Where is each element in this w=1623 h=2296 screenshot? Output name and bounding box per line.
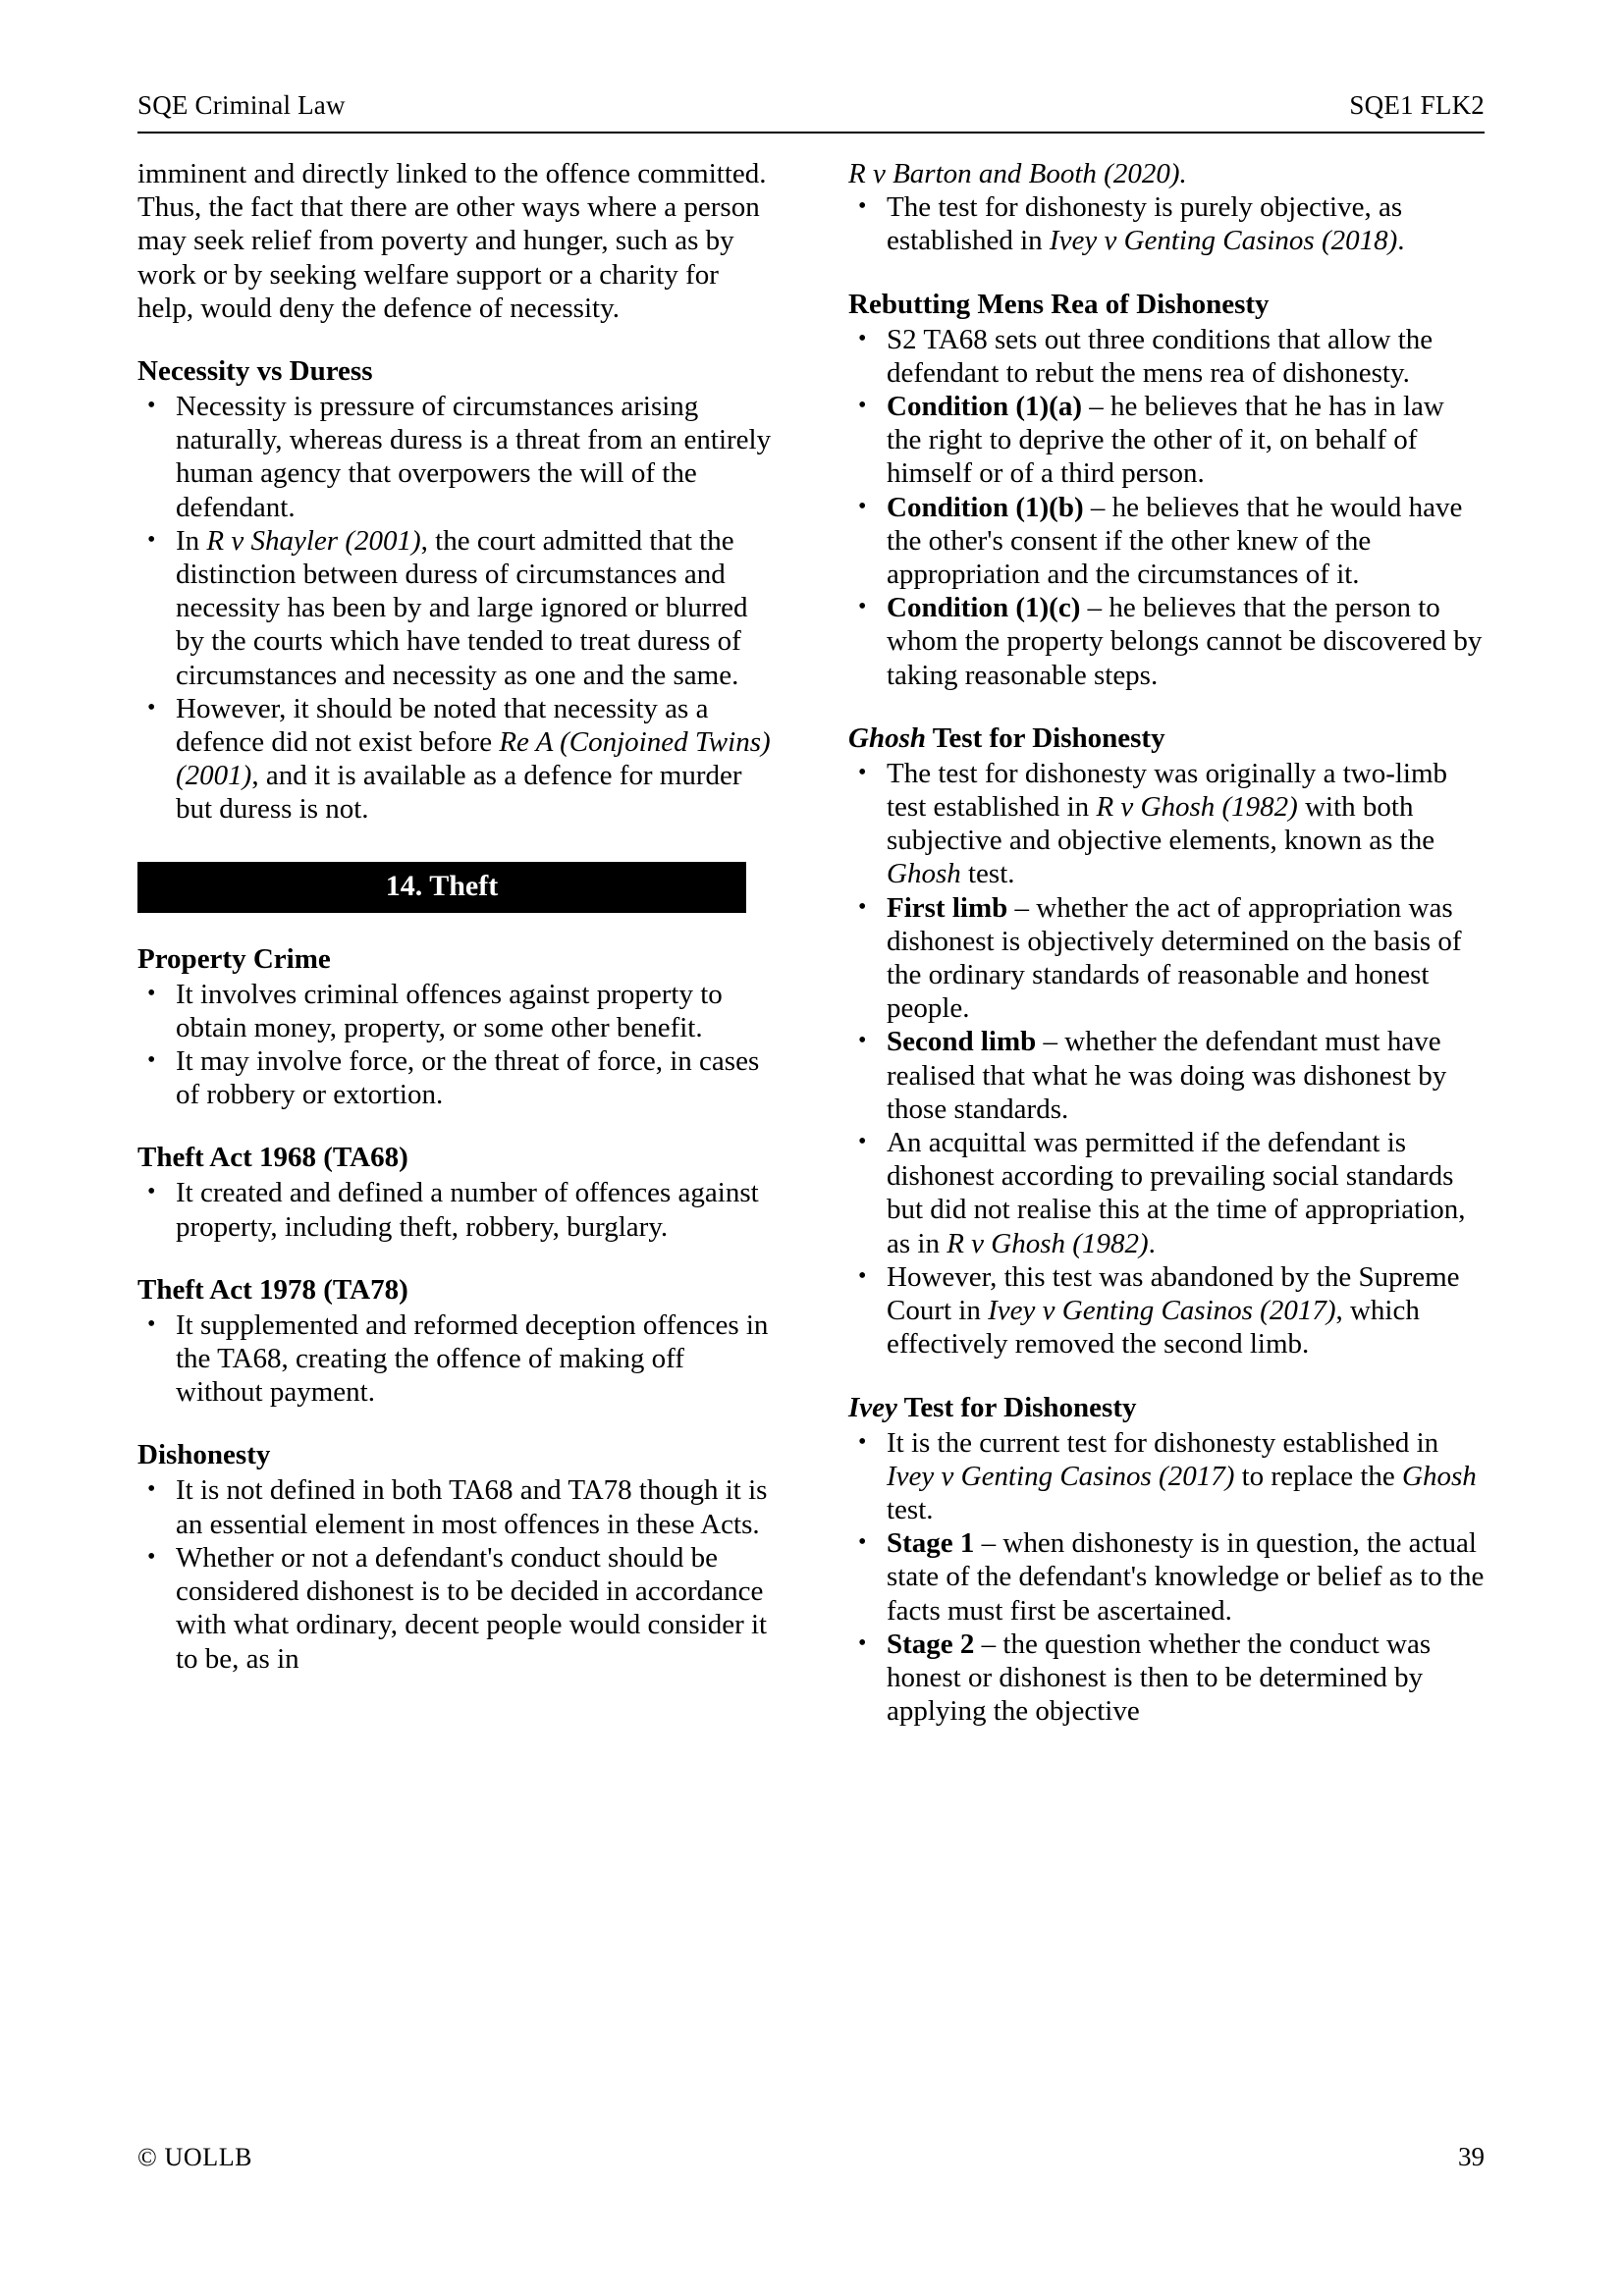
- list-item: • Second limb – whether the defendant must have realised that what he was doing was dishonest by those standards.: [848, 1025, 1485, 1126]
- heading-theft-act-1978: Theft Act 1978 (TA78): [137, 1273, 408, 1306]
- list-theft-act-1968: [137, 1176, 774, 1243]
- heading-ghosh-test: Ghosh Test for Dishonesty: [848, 721, 1165, 754]
- list-continued: [848, 190, 1485, 257]
- heading-dishonesty: Dishonesty: [137, 1439, 271, 1471]
- header-right-title: SQE1 FLK2: [1349, 90, 1485, 120]
- list-item: • An acquittal was permitted if the defendant is dishonest according to prevailing social standards but did not realise this at the time of appropriation, as in R v Ghosh (1982).: [848, 1126, 1485, 1260]
- list-property-crime: [137, 978, 774, 1112]
- list-ghosh-test: [848, 757, 1485, 1362]
- list-item: • The test for dishonesty was originally a two-limb test established in R v Ghosh (1982) with both subjective and objective elements, known as the Ghosh test.: [848, 757, 1485, 891]
- list-item: • Necessity is pressure of circumstances arising naturally, whereas duress is a threat from an entirely human agency that overpowers the will of the defendant.: [137, 390, 774, 524]
- page-number: 39: [1458, 2142, 1485, 2171]
- page-header: [137, 90, 1485, 121]
- list-item: • Condition (1)(b) – he believes that he would have the other's consent if the other knew of the appropriation and the circumstances of it.: [848, 491, 1485, 592]
- list-item: • It created and defined a number of offences against property, including theft, robbery, burglary.: [137, 1176, 774, 1243]
- two-column-body: [137, 157, 1485, 1728]
- heading-rebutting-mens-rea: Rebutting Mens Rea of Dishonesty: [848, 288, 1270, 320]
- list-item: • It is not defined in both TA68 and TA78 though it is an essential element in most offences in these Acts.: [137, 1473, 774, 1540]
- list-item: • In R v Shayler (2001), the court admitted that the distinction between duress of circumstances and necessity has been by and large ignored or blurred by the courts which have tended to treat duress of circumstances and necessity as one and the same.: [137, 524, 774, 692]
- list-theft-act-1978: [137, 1308, 774, 1410]
- list-item: • First limb – whether the act of appropriation was dishonest is objectively determined on the basis of the ordinary standards of reasonable and honest people.: [848, 891, 1485, 1026]
- continued-case-citation: R v Barton and Booth (2020).: [848, 158, 1187, 189]
- page-footer: [137, 2142, 1485, 2172]
- list-necessity-vs-duress: [137, 390, 774, 827]
- list-item: • Stage 1 – when dishonesty is in question, the actual state of the defendant's knowledge or belief as to the facts must first be ascertained.: [848, 1526, 1485, 1628]
- list-dishonesty: [137, 1473, 774, 1675]
- list-item: • Whether or not a defendant's conduct should be considered dishonest is to be decided in accordance with what ordinary, decent people would consider it to be, as in: [137, 1541, 774, 1676]
- list-item: • S2 TA68 sets out three conditions that allow the defendant to rebut the mens rea of dishonesty.: [848, 323, 1485, 390]
- list-item: • However, this test was abandoned by the Supreme Court in Ivey v Genting Casinos (2017), which effectively removed the second limb.: [848, 1260, 1485, 1362]
- list-item: • However, it should be noted that necessity as a defence did not exist before Re A (Conjoined Twins) (2001), and it is available as a defence for murder but duress is not.: [137, 692, 774, 827]
- header-divider: [137, 132, 1485, 133]
- list-ivey-test: [848, 1426, 1485, 1729]
- list-item: • It involves criminal offences against property to obtain money, property, or some other benefit.: [137, 978, 774, 1044]
- heading-ivey-test: Ivey Test for Dishonesty: [848, 1391, 1137, 1423]
- list-item: • Condition (1)(a) – he believes that he has in law the right to deprive the other of it, on behalf of himself or of a third person.: [848, 390, 1485, 491]
- list-item: • The test for dishonesty is purely objective, as established in Ivey v Genting Casinos (2018).: [848, 190, 1485, 257]
- list-rebutting-mens-rea: [848, 323, 1485, 692]
- heading-theft-act-1968: Theft Act 1968 (TA68): [137, 1142, 408, 1174]
- list-item: • It may involve force, or the threat of force, in cases of robbery or extortion.: [137, 1044, 774, 1111]
- list-item: • Condition (1)(c) – he believes that the person to whom the property belongs cannot be discovered by taking reasonable steps.: [848, 591, 1485, 692]
- heading-necessity-vs-duress: Necessity vs Duress: [137, 355, 373, 388]
- list-item: • It supplemented and reformed deception offences in the TA68, creating the offence of making off without payment.: [137, 1308, 774, 1410]
- heading-property-crime: Property Crime: [137, 942, 331, 975]
- list-item: • Stage 2 – the question whether the conduct was honest or dishonest is then to be determined by applying the objective: [848, 1628, 1485, 1729]
- copyright-notice: © UOLLB: [137, 2143, 253, 2171]
- section-title-bar: 14. Theft: [137, 862, 746, 913]
- list-item: • It is the current test for dishonesty established in Ivey v Genting Casinos (2017) to replace the Ghosh test.: [848, 1426, 1485, 1527]
- left-column: [137, 157, 774, 1728]
- header-left-title: SQE Criminal Law: [137, 90, 346, 120]
- intro-paragraph: imminent and directly linked to the offence committed. Thus, the fact that there are other ways where a person may seek relief from poverty and hunger, such as by work or by seeking welfare support or a charity for help, would deny the defence of necessity.: [137, 158, 767, 324]
- right-column: [848, 157, 1485, 1728]
